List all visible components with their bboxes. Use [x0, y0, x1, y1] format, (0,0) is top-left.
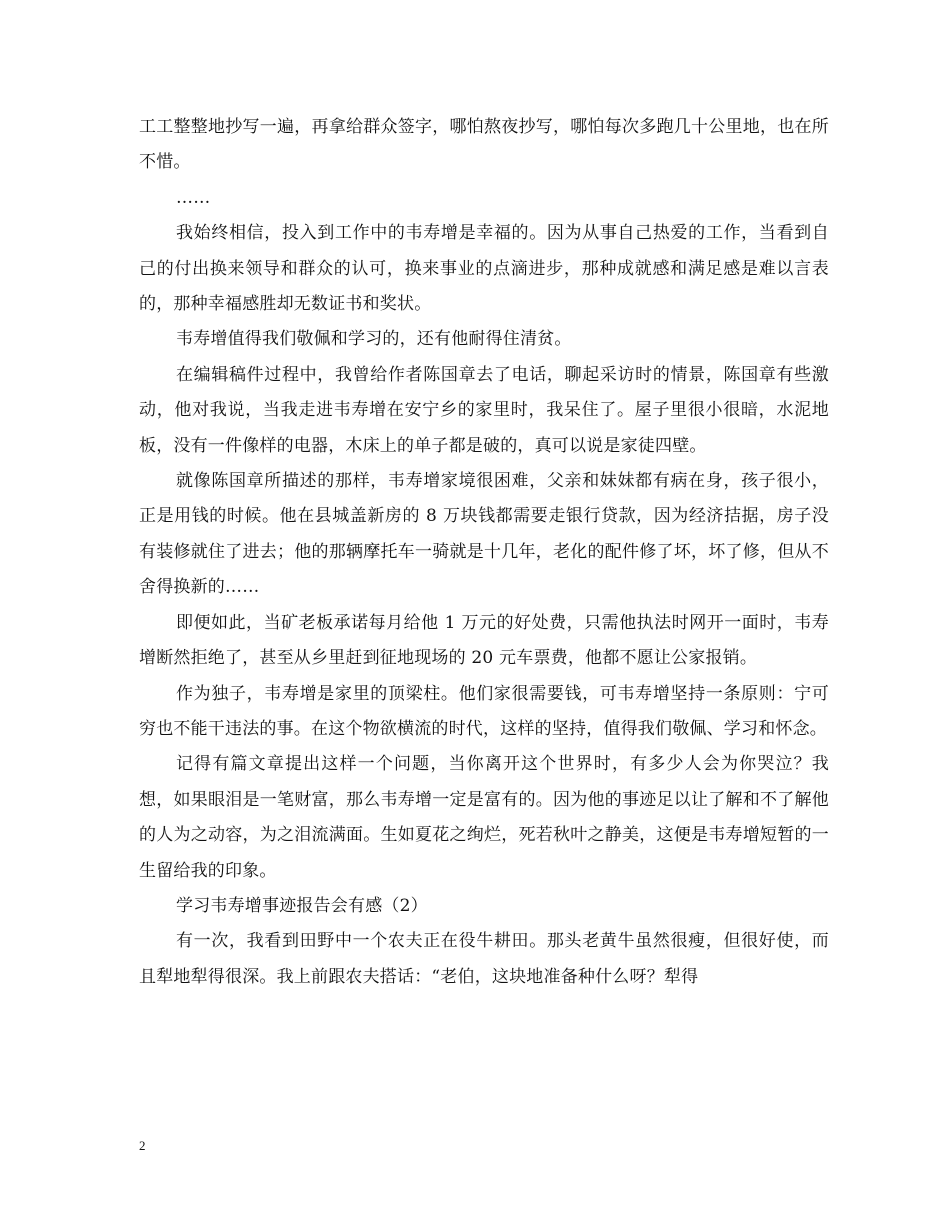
paragraph: 韦寿增值得我们敬佩和学习的，还有他耐得住清贫。: [176, 329, 572, 350]
paragraph: 工工整整地抄写一遍，再拿给群众签字，哪怕熬夜抄写，哪怕每次多跑几十公里地，也在所不惜。: [139, 117, 829, 173]
paragraph: 即便如此，当矿老板承诺每月给他 1 万元的好处费，只需他执法时网开一面时，韦寿增断然拒绝了，甚至从乡里赶到征地现场的 20 元车票费，他都不愿让公家报销。: [139, 612, 829, 669]
paragraph: 有一次，我看到田野中一个农夫正在役牛耕田。那头老黄牛虽然很瘦，但很好使，而且犁地犁得很深。我上前跟农夫搭话：“老伯，这块地准备种什么呀？犁得: [139, 931, 829, 987]
paragraph: 就像陈国章所描述的那样，韦寿增家境很困难，父亲和妹妹都有病在身，孩子很小，正是用钱的时候。他在县城盖新房的 8 万块钱都需要走银行贷款，因为经济拮据，房子没有装修就住了进去；他的那辆摩托车一骑就是十几年，老化的配件修了坏，坏了修，但从不舍得换新的……: [139, 471, 829, 598]
document-body: [139, 110, 829, 995]
ellipsis-paragraph: ……: [176, 187, 211, 208]
page-number: 2: [139, 1138, 146, 1153]
section-heading: 学习韦寿增事迹报告会有感（2）: [176, 895, 428, 916]
paragraph: 在编辑稿件过程中，我曾给作者陈国章去了电话，聊起采访时的情景，陈国章有些激动，他对我说，当我走进韦寿增在安宁乡的家里时，我呆住了。屋子里很小很暗，水泥地板，没有一件像样的电器，木床上的单子都是破的，真可以说是家徒四壁。: [139, 364, 829, 456]
paragraph: 记得有篇文章提出这样一个问题，当你离开这个世界时，有多少人会为你哭泣？我想，如果眼泪是一笔财富，那么韦寿增一定是富有的。因为他的事迹足以让了解和不了解他的人为之动容，为之泪流满面。生如夏花之绚烂，死若秋叶之静美，这便是韦寿增短暂的一生留给我的印象。: [139, 754, 829, 881]
paragraph: 作为独子，韦寿增是家里的顶梁柱。他们家很需要钱，可韦寿增坚持一条原则：宁可穷也不能干违法的事。在这个物欲横流的时代，这样的坚持，值得我们敬佩、学习和怀念。: [139, 683, 829, 739]
paragraph: 我始终相信，投入到工作中的韦寿增是幸福的。因为从事自己热爱的工作，当看到自己的付出换来领导和群众的认可，换来事业的点滴进步，那种成就感和满足感是难以言表的，那种幸福感胜却无数证书和奖状。: [139, 223, 829, 315]
